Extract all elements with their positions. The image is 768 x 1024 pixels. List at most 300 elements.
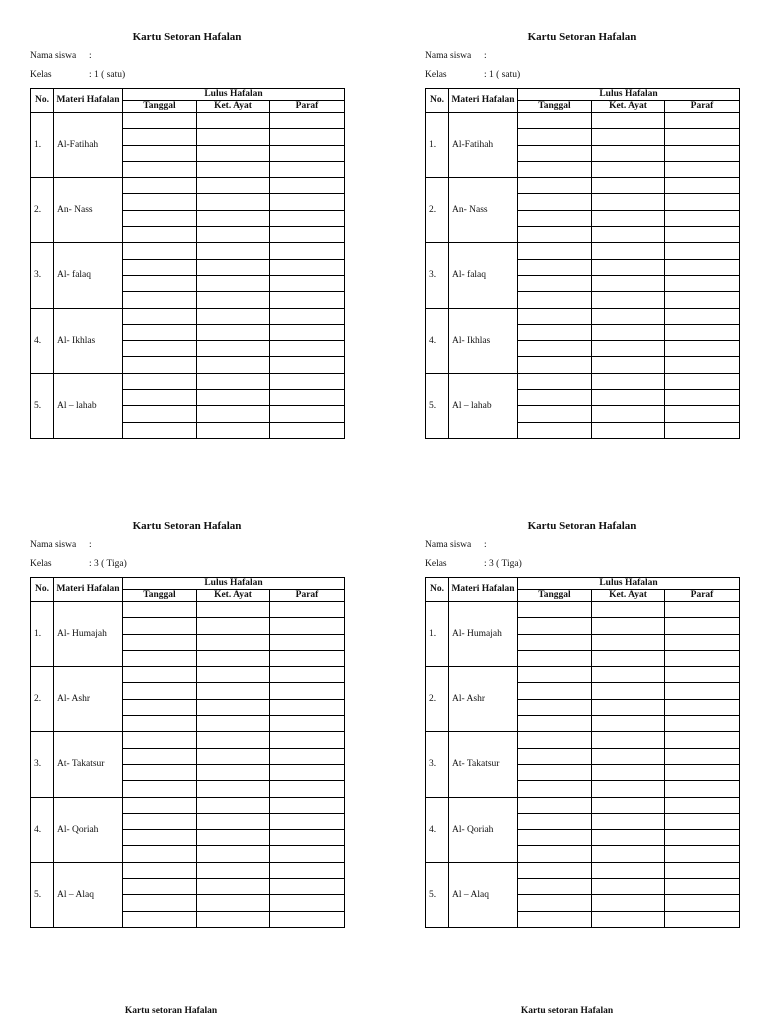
paraf-cell[interactable] bbox=[665, 634, 740, 650]
paraf-cell[interactable] bbox=[270, 716, 345, 732]
row-number: 4. bbox=[31, 308, 54, 373]
paraf-cell[interactable] bbox=[665, 324, 740, 340]
table-row bbox=[31, 178, 345, 194]
ket-ayat-cell[interactable] bbox=[592, 879, 665, 895]
tanggal-cell[interactable] bbox=[123, 210, 197, 226]
materi-hafalan-cell: Al – Alaq bbox=[449, 862, 518, 927]
paraf-cell[interactable] bbox=[270, 243, 345, 259]
ket-ayat-cell[interactable] bbox=[592, 618, 665, 634]
tanggal-cell[interactable] bbox=[123, 275, 197, 291]
row-number: 1. bbox=[426, 113, 449, 178]
ket-ayat-cell[interactable] bbox=[592, 830, 665, 846]
ket-ayat-cell[interactable] bbox=[592, 781, 665, 797]
tanggal-cell[interactable] bbox=[123, 602, 197, 618]
header-no: No. bbox=[31, 89, 54, 113]
paraf-cell[interactable] bbox=[665, 895, 740, 911]
tanggal-cell[interactable] bbox=[518, 145, 592, 161]
paraf-cell[interactable] bbox=[665, 813, 740, 829]
ket-ayat-cell[interactable] bbox=[197, 716, 270, 732]
materi-hafalan-cell: An- Nass bbox=[449, 178, 518, 243]
paraf-cell[interactable] bbox=[270, 275, 345, 291]
paraf-cell[interactable] bbox=[270, 259, 345, 275]
tanggal-cell[interactable] bbox=[518, 308, 592, 324]
ket-ayat-cell[interactable] bbox=[592, 813, 665, 829]
paraf-cell[interactable] bbox=[665, 275, 740, 291]
ket-ayat-cell[interactable] bbox=[592, 764, 665, 780]
paraf-cell[interactable] bbox=[665, 846, 740, 862]
ket-ayat-cell[interactable] bbox=[197, 145, 270, 161]
tanggal-cell[interactable] bbox=[123, 618, 197, 634]
hafalan-table bbox=[425, 577, 740, 928]
paraf-cell[interactable] bbox=[270, 813, 345, 829]
ket-ayat-cell[interactable] bbox=[592, 243, 665, 259]
tanggal-cell[interactable] bbox=[123, 748, 197, 764]
tanggal-cell[interactable] bbox=[123, 650, 197, 666]
ket-ayat-cell[interactable] bbox=[592, 846, 665, 862]
paraf-cell[interactable] bbox=[270, 227, 345, 243]
paraf-cell[interactable] bbox=[665, 748, 740, 764]
ket-ayat-cell[interactable] bbox=[197, 113, 270, 129]
paraf-cell[interactable] bbox=[665, 764, 740, 780]
kelas-value: : 3 ( Tiga) bbox=[484, 559, 522, 569]
paraf-cell[interactable] bbox=[270, 879, 345, 895]
paraf-cell[interactable] bbox=[665, 161, 740, 177]
ket-ayat-cell[interactable] bbox=[592, 422, 665, 438]
ket-ayat-cell[interactable] bbox=[197, 406, 270, 422]
header-lulus-hafalan: Lulus Hafalan bbox=[123, 578, 345, 590]
tanggal-cell[interactable] bbox=[123, 324, 197, 340]
paraf-cell[interactable] bbox=[270, 113, 345, 129]
tanggal-cell[interactable] bbox=[518, 748, 592, 764]
tanggal-cell[interactable] bbox=[518, 194, 592, 210]
paraf-cell[interactable] bbox=[270, 178, 345, 194]
paraf-cell[interactable] bbox=[665, 781, 740, 797]
tanggal-cell[interactable] bbox=[518, 161, 592, 177]
nama-siswa-value: : bbox=[89, 540, 92, 550]
tanggal-cell[interactable] bbox=[123, 716, 197, 732]
ket-ayat-cell[interactable] bbox=[197, 308, 270, 324]
ket-ayat-cell[interactable] bbox=[197, 618, 270, 634]
ket-ayat-cell[interactable] bbox=[197, 764, 270, 780]
table-row bbox=[31, 113, 345, 129]
tanggal-cell[interactable] bbox=[123, 862, 197, 878]
ket-ayat-cell[interactable] bbox=[197, 911, 270, 927]
paraf-cell[interactable] bbox=[665, 113, 740, 129]
ket-ayat-cell[interactable] bbox=[592, 406, 665, 422]
paraf-cell[interactable] bbox=[665, 618, 740, 634]
ket-ayat-cell[interactable] bbox=[592, 194, 665, 210]
tanggal-cell[interactable] bbox=[518, 699, 592, 715]
paraf-cell[interactable] bbox=[270, 292, 345, 308]
tanggal-cell[interactable] bbox=[123, 373, 197, 389]
paraf-cell[interactable] bbox=[270, 634, 345, 650]
tanggal-cell[interactable] bbox=[518, 210, 592, 226]
paraf-cell[interactable] bbox=[270, 911, 345, 927]
paraf-cell[interactable] bbox=[270, 308, 345, 324]
hafalan-card-3 bbox=[30, 519, 344, 900]
tanggal-cell[interactable] bbox=[123, 161, 197, 177]
ket-ayat-cell[interactable] bbox=[197, 879, 270, 895]
materi-hafalan-cell: Al-Fatihah bbox=[449, 113, 518, 178]
ket-ayat-cell[interactable] bbox=[592, 716, 665, 732]
tanggal-cell[interactable] bbox=[518, 602, 592, 618]
paraf-cell[interactable] bbox=[270, 357, 345, 373]
tanggal-cell[interactable] bbox=[518, 275, 592, 291]
tanggal-cell[interactable] bbox=[518, 846, 592, 862]
tanggal-cell[interactable] bbox=[123, 699, 197, 715]
row-number: 2. bbox=[426, 667, 449, 732]
tanggal-cell[interactable] bbox=[518, 862, 592, 878]
ket-ayat-cell[interactable] bbox=[197, 830, 270, 846]
kelas-label: Kelas bbox=[30, 70, 52, 80]
ket-ayat-cell[interactable] bbox=[197, 862, 270, 878]
paraf-cell[interactable] bbox=[270, 667, 345, 683]
paraf-cell[interactable] bbox=[270, 194, 345, 210]
ket-ayat-cell[interactable] bbox=[197, 243, 270, 259]
table-row bbox=[31, 243, 345, 259]
paraf-cell[interactable] bbox=[665, 129, 740, 145]
paraf-cell[interactable] bbox=[270, 422, 345, 438]
row-number: 1. bbox=[31, 602, 54, 667]
paraf-cell[interactable] bbox=[270, 324, 345, 340]
ket-ayat-cell[interactable] bbox=[592, 634, 665, 650]
paraf-cell[interactable] bbox=[270, 390, 345, 406]
paraf-cell[interactable] bbox=[270, 781, 345, 797]
paraf-cell[interactable] bbox=[270, 748, 345, 764]
tanggal-cell[interactable] bbox=[518, 716, 592, 732]
paraf-cell[interactable] bbox=[665, 357, 740, 373]
ket-ayat-cell[interactable] bbox=[592, 357, 665, 373]
paraf-cell[interactable] bbox=[665, 259, 740, 275]
table-row bbox=[31, 797, 345, 813]
kelas-value: : 1 ( satu) bbox=[484, 70, 521, 80]
ket-ayat-cell[interactable] bbox=[592, 667, 665, 683]
tanggal-cell[interactable] bbox=[123, 341, 197, 357]
tanggal-cell[interactable] bbox=[518, 667, 592, 683]
paraf-cell[interactable] bbox=[665, 862, 740, 878]
ket-ayat-cell[interactable] bbox=[592, 602, 665, 618]
paraf-cell[interactable] bbox=[665, 422, 740, 438]
ket-ayat-cell[interactable] bbox=[197, 650, 270, 666]
ket-ayat-cell[interactable] bbox=[197, 341, 270, 357]
row-number: 2. bbox=[31, 667, 54, 732]
ket-ayat-cell[interactable] bbox=[197, 422, 270, 438]
paraf-cell[interactable] bbox=[665, 732, 740, 748]
tanggal-cell[interactable] bbox=[123, 308, 197, 324]
tanggal-cell[interactable] bbox=[123, 243, 197, 259]
ket-ayat-cell[interactable] bbox=[592, 650, 665, 666]
row-number: 1. bbox=[31, 113, 54, 178]
ket-ayat-cell[interactable] bbox=[197, 210, 270, 226]
tanggal-cell[interactable] bbox=[123, 830, 197, 846]
table-row bbox=[426, 732, 740, 748]
tanggal-cell[interactable] bbox=[123, 292, 197, 308]
tanggal-cell[interactable] bbox=[518, 683, 592, 699]
row-number: 2. bbox=[31, 178, 54, 243]
tanggal-cell[interactable] bbox=[123, 145, 197, 161]
paraf-cell[interactable] bbox=[270, 373, 345, 389]
tanggal-cell[interactable] bbox=[123, 113, 197, 129]
ket-ayat-cell[interactable] bbox=[197, 259, 270, 275]
ket-ayat-cell[interactable] bbox=[592, 862, 665, 878]
tanggal-cell[interactable] bbox=[518, 879, 592, 895]
tanggal-cell[interactable] bbox=[518, 406, 592, 422]
tanggal-cell[interactable] bbox=[123, 879, 197, 895]
hafalan-card-1 bbox=[30, 30, 344, 411]
paraf-cell[interactable] bbox=[665, 683, 740, 699]
paraf-cell[interactable] bbox=[270, 161, 345, 177]
paraf-cell[interactable] bbox=[270, 895, 345, 911]
tanggal-cell[interactable] bbox=[518, 243, 592, 259]
row-number: 2. bbox=[426, 178, 449, 243]
ket-ayat-cell[interactable] bbox=[592, 129, 665, 145]
tanggal-cell[interactable] bbox=[518, 324, 592, 340]
paraf-cell[interactable] bbox=[270, 650, 345, 666]
paraf-cell[interactable] bbox=[665, 716, 740, 732]
ket-ayat-cell[interactable] bbox=[592, 259, 665, 275]
ket-ayat-cell[interactable] bbox=[592, 732, 665, 748]
paraf-cell[interactable] bbox=[270, 797, 345, 813]
nama-siswa-value: : bbox=[484, 51, 487, 61]
ket-ayat-cell[interactable] bbox=[197, 161, 270, 177]
ket-ayat-cell[interactable] bbox=[592, 275, 665, 291]
tanggal-cell[interactable] bbox=[518, 732, 592, 748]
tanggal-cell[interactable] bbox=[518, 634, 592, 650]
ket-ayat-cell[interactable] bbox=[592, 683, 665, 699]
tanggal-cell[interactable] bbox=[123, 406, 197, 422]
paraf-cell[interactable] bbox=[665, 699, 740, 715]
paraf-cell[interactable] bbox=[665, 194, 740, 210]
tanggal-cell[interactable] bbox=[518, 813, 592, 829]
table-row bbox=[426, 667, 740, 683]
nama-siswa-line bbox=[425, 539, 487, 551]
tanggal-cell[interactable] bbox=[518, 341, 592, 357]
header-no: No. bbox=[31, 578, 54, 602]
ket-ayat-cell[interactable] bbox=[197, 194, 270, 210]
ket-ayat-cell[interactable] bbox=[592, 145, 665, 161]
ket-ayat-cell[interactable] bbox=[197, 683, 270, 699]
row-number: 3. bbox=[31, 732, 54, 797]
header-paraf: Paraf bbox=[270, 101, 345, 113]
paraf-cell[interactable] bbox=[270, 129, 345, 145]
tanggal-cell[interactable] bbox=[518, 178, 592, 194]
kelas-value: : 1 ( satu) bbox=[89, 70, 126, 80]
ket-ayat-cell[interactable] bbox=[592, 324, 665, 340]
tanggal-cell[interactable] bbox=[123, 683, 197, 699]
ket-ayat-cell[interactable] bbox=[592, 210, 665, 226]
tanggal-cell[interactable] bbox=[518, 259, 592, 275]
ket-ayat-cell[interactable] bbox=[592, 178, 665, 194]
tanggal-cell[interactable] bbox=[123, 911, 197, 927]
tanggal-cell[interactable] bbox=[123, 895, 197, 911]
ket-ayat-cell[interactable] bbox=[592, 390, 665, 406]
row-number: 1. bbox=[426, 602, 449, 667]
paraf-cell[interactable] bbox=[665, 797, 740, 813]
row-number: 5. bbox=[31, 373, 54, 438]
hafalan-table bbox=[30, 577, 345, 928]
ket-ayat-cell[interactable] bbox=[197, 373, 270, 389]
tanggal-cell[interactable] bbox=[123, 732, 197, 748]
paraf-cell[interactable] bbox=[270, 699, 345, 715]
tanggal-cell[interactable] bbox=[518, 764, 592, 780]
header-paraf: Paraf bbox=[270, 590, 345, 602]
header-materi: Materi Hafalan bbox=[449, 578, 518, 602]
ket-ayat-cell[interactable] bbox=[197, 390, 270, 406]
tanggal-cell[interactable] bbox=[518, 797, 592, 813]
materi-hafalan-cell: At- Takatsur bbox=[54, 732, 123, 797]
tanggal-cell[interactable] bbox=[518, 390, 592, 406]
tanggal-cell[interactable] bbox=[123, 797, 197, 813]
paraf-cell[interactable] bbox=[665, 602, 740, 618]
nama-siswa-line bbox=[30, 50, 92, 62]
tanggal-cell[interactable] bbox=[123, 764, 197, 780]
paraf-cell[interactable] bbox=[665, 650, 740, 666]
row-number: 3. bbox=[31, 243, 54, 308]
tanggal-cell[interactable] bbox=[518, 113, 592, 129]
tanggal-cell[interactable] bbox=[123, 357, 197, 373]
ket-ayat-cell[interactable] bbox=[197, 748, 270, 764]
tanggal-cell[interactable] bbox=[518, 227, 592, 243]
tanggal-cell[interactable] bbox=[123, 846, 197, 862]
kelas-label: Kelas bbox=[425, 559, 447, 569]
nama-siswa-line bbox=[425, 50, 487, 62]
header-paraf: Paraf bbox=[665, 101, 740, 113]
hafalan-card-2 bbox=[425, 30, 739, 411]
kelas-line bbox=[30, 558, 127, 570]
paraf-cell[interactable] bbox=[270, 862, 345, 878]
ket-ayat-cell[interactable] bbox=[592, 699, 665, 715]
ket-ayat-cell[interactable] bbox=[197, 178, 270, 194]
paraf-cell[interactable] bbox=[270, 210, 345, 226]
tanggal-cell[interactable] bbox=[123, 634, 197, 650]
paraf-cell[interactable] bbox=[665, 308, 740, 324]
tanggal-cell[interactable] bbox=[518, 830, 592, 846]
tanggal-cell[interactable] bbox=[123, 667, 197, 683]
tanggal-cell[interactable] bbox=[518, 292, 592, 308]
paraf-cell[interactable] bbox=[665, 406, 740, 422]
header-materi: Materi Hafalan bbox=[449, 89, 518, 113]
paraf-cell[interactable] bbox=[270, 846, 345, 862]
paraf-cell[interactable] bbox=[665, 373, 740, 389]
card-title: Kartu Setoran Hafalan bbox=[527, 31, 637, 43]
ket-ayat-cell[interactable] bbox=[197, 602, 270, 618]
ket-ayat-cell[interactable] bbox=[197, 797, 270, 813]
ket-ayat-cell[interactable] bbox=[592, 895, 665, 911]
ket-ayat-cell[interactable] bbox=[197, 781, 270, 797]
ket-ayat-cell[interactable] bbox=[592, 227, 665, 243]
paraf-cell[interactable] bbox=[270, 145, 345, 161]
ket-ayat-cell[interactable] bbox=[197, 292, 270, 308]
paraf-cell[interactable] bbox=[270, 764, 345, 780]
tanggal-cell[interactable] bbox=[518, 422, 592, 438]
row-number: 4. bbox=[31, 797, 54, 862]
ket-ayat-cell[interactable] bbox=[197, 227, 270, 243]
paraf-cell[interactable] bbox=[270, 406, 345, 422]
tanggal-cell[interactable] bbox=[518, 911, 592, 927]
table-row bbox=[31, 308, 345, 324]
ket-ayat-cell[interactable] bbox=[592, 748, 665, 764]
tanggal-cell[interactable] bbox=[123, 422, 197, 438]
ket-ayat-cell[interactable] bbox=[592, 911, 665, 927]
ket-ayat-cell[interactable] bbox=[592, 373, 665, 389]
tanggal-cell[interactable] bbox=[123, 129, 197, 145]
row-number: 5. bbox=[426, 373, 449, 438]
ket-ayat-cell[interactable] bbox=[197, 634, 270, 650]
paraf-cell[interactable] bbox=[270, 602, 345, 618]
paraf-cell[interactable] bbox=[665, 243, 740, 259]
ket-ayat-cell[interactable] bbox=[197, 732, 270, 748]
ket-ayat-cell[interactable] bbox=[592, 292, 665, 308]
paraf-cell[interactable] bbox=[665, 292, 740, 308]
paraf-cell[interactable] bbox=[665, 341, 740, 357]
ket-ayat-cell[interactable] bbox=[197, 667, 270, 683]
ket-ayat-cell[interactable] bbox=[197, 324, 270, 340]
row-number: 5. bbox=[31, 862, 54, 927]
ket-ayat-cell[interactable] bbox=[592, 113, 665, 129]
paraf-cell[interactable] bbox=[665, 390, 740, 406]
paraf-cell[interactable] bbox=[665, 210, 740, 226]
footer-card-title-right: Kartu setoran Hafalan bbox=[520, 1006, 614, 1016]
table-row bbox=[31, 862, 345, 878]
tanggal-cell[interactable] bbox=[518, 357, 592, 373]
header-tanggal: Tanggal bbox=[518, 590, 592, 602]
ket-ayat-cell[interactable] bbox=[197, 895, 270, 911]
paraf-cell[interactable] bbox=[270, 618, 345, 634]
tanggal-cell[interactable] bbox=[123, 194, 197, 210]
ket-ayat-cell[interactable] bbox=[197, 357, 270, 373]
header-lulus-hafalan: Lulus Hafalan bbox=[123, 89, 345, 101]
paraf-cell[interactable] bbox=[270, 683, 345, 699]
paraf-cell[interactable] bbox=[665, 879, 740, 895]
tanggal-cell[interactable] bbox=[123, 781, 197, 797]
tanggal-cell[interactable] bbox=[518, 650, 592, 666]
header-ket-ayat: Ket. Ayat bbox=[592, 590, 665, 602]
paraf-cell[interactable] bbox=[665, 145, 740, 161]
tanggal-cell[interactable] bbox=[123, 813, 197, 829]
paraf-cell[interactable] bbox=[270, 732, 345, 748]
table-row bbox=[31, 602, 345, 618]
ket-ayat-cell[interactable] bbox=[197, 275, 270, 291]
tanggal-cell[interactable] bbox=[518, 618, 592, 634]
ket-ayat-cell[interactable] bbox=[592, 161, 665, 177]
hafalan-card-4 bbox=[425, 519, 739, 900]
ket-ayat-cell[interactable] bbox=[197, 699, 270, 715]
paraf-cell[interactable] bbox=[665, 227, 740, 243]
ket-ayat-cell[interactable] bbox=[197, 129, 270, 145]
tanggal-cell[interactable] bbox=[518, 129, 592, 145]
materi-hafalan-cell: Al- Ashr bbox=[449, 667, 518, 732]
tanggal-cell[interactable] bbox=[123, 227, 197, 243]
tanggal-cell[interactable] bbox=[123, 390, 197, 406]
ket-ayat-cell[interactable] bbox=[592, 308, 665, 324]
paraf-cell[interactable] bbox=[665, 667, 740, 683]
tanggal-cell[interactable] bbox=[123, 178, 197, 194]
ket-ayat-cell[interactable] bbox=[592, 797, 665, 813]
tanggal-cell[interactable] bbox=[518, 373, 592, 389]
paraf-cell[interactable] bbox=[665, 830, 740, 846]
row-number: 3. bbox=[426, 243, 449, 308]
tanggal-cell[interactable] bbox=[518, 781, 592, 797]
tanggal-cell[interactable] bbox=[518, 895, 592, 911]
paraf-cell[interactable] bbox=[270, 341, 345, 357]
paraf-cell[interactable] bbox=[665, 178, 740, 194]
tanggal-cell[interactable] bbox=[123, 259, 197, 275]
ket-ayat-cell[interactable] bbox=[592, 341, 665, 357]
paraf-cell[interactable] bbox=[665, 911, 740, 927]
ket-ayat-cell[interactable] bbox=[197, 813, 270, 829]
ket-ayat-cell[interactable] bbox=[197, 846, 270, 862]
paraf-cell[interactable] bbox=[270, 830, 345, 846]
